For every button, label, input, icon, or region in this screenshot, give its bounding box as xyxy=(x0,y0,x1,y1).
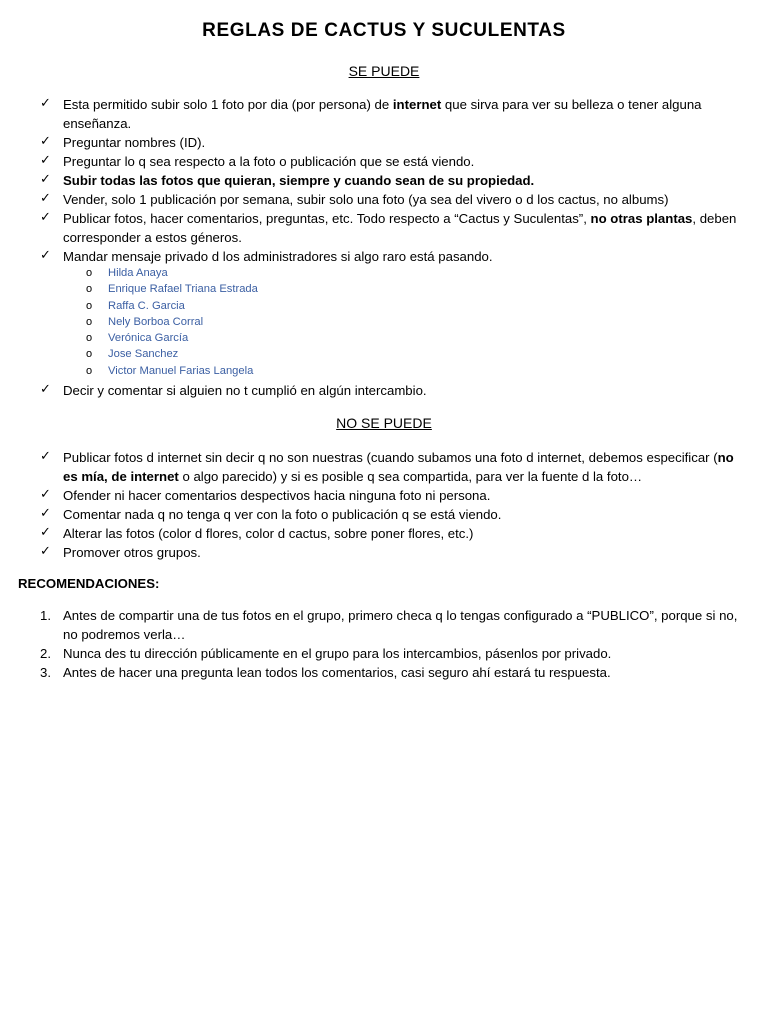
recomendacion-item: 2. Nunca des tu dirección públicamente en el grupo para los intercambios, pásenlos por privado. xyxy=(40,646,612,661)
admin-link[interactable]: o Hilda Anaya xyxy=(86,265,258,281)
se-puede-heading: SE PUEDE xyxy=(348,63,420,79)
se-puede-item: ✓ Mandar mensaje privado d los administradores si algo raro está pasando. xyxy=(40,248,493,264)
admin-link[interactable]: o Verónica García xyxy=(86,330,258,346)
item-number: 1. xyxy=(40,608,51,623)
bullet-icon: o xyxy=(86,315,93,328)
admin-link[interactable]: o Jose Sanchez xyxy=(86,346,258,362)
recomendacion-item: 1. Antes de compartir una de tus fotos en el grupo, primero checa q lo tengas configurado a “PUBLICO”, porque si no, no podremos verla… xyxy=(40,608,738,642)
admin-link[interactable]: o Raffa C. Garcia xyxy=(86,298,258,314)
checkmark-icon: ✓ xyxy=(40,525,51,540)
bullet-icon: o xyxy=(86,364,93,377)
recomendacion-item: 3. Antes de hacer una pregunta lean todos los comentarios, casi seguro ahí estará tu respuesta. xyxy=(40,665,611,680)
se-puede-item: ✓ Subir todas las fotos que quieran, siempre y cuando sean de su propiedad. xyxy=(40,172,535,188)
checkmark-icon: ✓ xyxy=(40,382,51,397)
bullet-icon: o xyxy=(86,332,93,345)
admin-list xyxy=(86,265,258,379)
admin-link[interactable]: o Enrique Rafael Triana Estrada xyxy=(86,281,258,297)
no-se-puede-heading: NO SE PUEDE xyxy=(336,415,432,431)
checkmark-icon: ✓ xyxy=(40,191,51,206)
checkmark-icon: ✓ xyxy=(40,153,51,168)
checkmark-icon: ✓ xyxy=(40,487,51,502)
bullet-icon: o xyxy=(86,283,93,296)
admin-link[interactable]: o Victor Manuel Farias Langela xyxy=(86,363,258,379)
item-number: 3. xyxy=(40,665,51,680)
se-puede-item: ✓ Preguntar lo q sea respecto a la foto o publicación que se está viendo. xyxy=(40,153,475,169)
recomendaciones-list xyxy=(40,606,752,682)
no-se-puede-item: ✓ Alterar las fotos (color d flores, color d cactus, sobre poner flores, etc.) xyxy=(40,525,474,541)
recomendaciones-heading: RECOMENDACIONES: xyxy=(18,576,160,591)
se-puede-item: ✓ Preguntar nombres (ID). xyxy=(40,134,206,150)
document-title: REGLAS DE CACTUS Y SUCULENTAS xyxy=(202,20,566,41)
se-puede-item: ✓ Vender, solo 1 publicación por semana, subir solo una foto (ya sea del vivero o d los cactus, no albums) xyxy=(40,191,669,207)
checkmark-icon: ✓ xyxy=(40,449,51,464)
checkmark-icon: ✓ xyxy=(40,96,51,111)
item-number: 2. xyxy=(40,646,51,661)
se-puede-item: ✓ Esta permitido subir solo 1 foto por dia (por persona) de internet que sirva para ver su belleza o tener alguna enseñanza. xyxy=(40,96,702,131)
checkmark-icon: ✓ xyxy=(40,172,51,187)
checkmark-icon: ✓ xyxy=(40,506,51,521)
no-se-puede-item: ✓ Publicar fotos d internet sin decir q no son nuestras (cuando subamos una foto d internet, debemos especificar (no es mía, de internet o algo parecido) y si es posible q sea compartida, para ver la fuente d la foto… xyxy=(40,449,734,484)
se-puede-item: ✓ Publicar fotos, hacer comentarios, preguntas, etc. Todo respecto a “Cactus y Suculentas”, no otras plantas, deben corresponder a estos géneros. xyxy=(40,210,737,245)
no-se-puede-item: ✓ Promover otros grupos. xyxy=(40,544,201,560)
checkmark-icon: ✓ xyxy=(40,134,51,149)
bullet-icon: o xyxy=(86,267,93,279)
checkmark-icon: ✓ xyxy=(40,544,51,559)
checkmark-icon: ✓ xyxy=(40,248,51,263)
bullet-icon: o xyxy=(86,348,93,361)
checkmark-icon: ✓ xyxy=(40,210,51,225)
se-puede-item: ✓ Decir y comentar si alguien no t cumplió en algún intercambio. xyxy=(40,382,427,398)
no-se-puede-list xyxy=(40,448,752,562)
se-puede-list-end xyxy=(40,381,752,400)
admin-link[interactable]: o Nely Borboa Corral xyxy=(86,314,258,330)
se-puede-list xyxy=(40,95,752,266)
bullet-icon: o xyxy=(86,299,93,312)
no-se-puede-item: ✓ Ofender ni hacer comentarios despectivos hacia ninguna foto ni persona. xyxy=(40,487,491,503)
no-se-puede-item: ✓ Comentar nada q no tenga q ver con la foto o publicación q se está viendo. xyxy=(40,506,502,522)
